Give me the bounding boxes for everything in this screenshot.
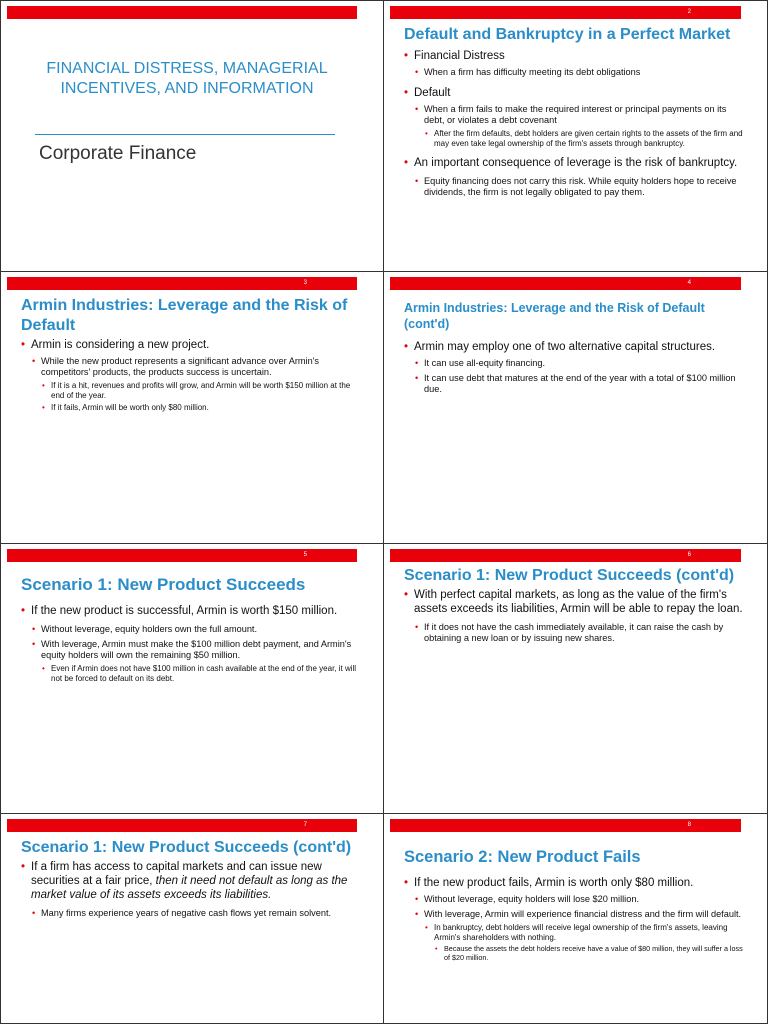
- slide-8: [384, 814, 768, 1024]
- slide-title: Scenario 1: New Product Succeeds (cont'd): [404, 567, 735, 584]
- slide-body: [404, 566, 747, 681]
- slide-2: [384, 0, 768, 272]
- sub-bullet: • Equity financing does not carry this risk. While equity holders hope to receive dividends, the firm is not legally obligated to pay them.: [404, 176, 747, 198]
- bullet: • With perfect capital markets, as long as the value of the firm's assets exceeds its liabilities, Armin will be able to repay the loan.: [404, 588, 747, 616]
- slide-body: [21, 838, 363, 963]
- sub-bullet: • It can use all-equity financing.: [404, 358, 747, 369]
- sub-bullet: • With leverage, Armin must make the $100 million debt payment, and Armin's equity holders will own the remaining $50 million.: [21, 639, 363, 661]
- bullet-text: If a firm has access to capital markets and can issue new securities at a fair price,: [31, 861, 322, 887]
- bullet: • An important consequence of leverage is the risk of bankruptcy.: [404, 156, 747, 170]
- slide-number: 5: [303, 552, 307, 558]
- slide-6: [384, 544, 768, 814]
- slide-number: 3: [303, 280, 307, 286]
- slide-body: [21, 296, 363, 415]
- sub-sub-bullet: • After the firm defaults, debt holders are given certain rights to the assets of the firm and may even take legal ownership of the firm's assets through bankruptcy.: [404, 129, 747, 148]
- slide-body: [404, 25, 747, 198]
- bullet: • Armin is considering a new project.: [21, 338, 363, 352]
- slide-header-bar: [7, 6, 357, 19]
- slide-title: Default and Bankruptcy in a Perfect Market: [404, 26, 731, 43]
- sub-bullet: • With leverage, Armin will experience financial distress and the firm will default.: [404, 909, 747, 920]
- slide-body: [404, 846, 747, 983]
- bullet-text-italic: then it need not default as long as the market value of its assets exceeds its liabilities.: [31, 875, 348, 901]
- slide-5: [0, 544, 384, 814]
- sub-bullet: • While the new product represents a significant advance over Armin's competitors' products, the products success is uncertain.: [21, 356, 363, 378]
- slide-number: 8: [687, 822, 691, 828]
- sub-sub-bullet: • Even if Armin does not have $100 million in cash available at the end of the year, it will not be forced to default on its debt.: [21, 664, 363, 683]
- sub-sub-sub-bullet: • Because the assets the debt holders receive have a value of $80 million, they will suffer a loss of $20 million.: [404, 945, 747, 962]
- slide-number: 7: [303, 822, 307, 828]
- slide-7: [0, 814, 384, 1024]
- slide-title: Armin Industries: Leverage and the Risk of Default (cont'd): [404, 301, 705, 331]
- slide-number: 2: [687, 9, 691, 15]
- bullet: • Default: [404, 86, 747, 100]
- slide-body: [21, 574, 363, 683]
- cover-title: FINANCIAL DISTRESS, MANAGERIAL INCENTIVES, AND INFORMATION: [46, 60, 328, 97]
- slide-title: Scenario 2: New Product Fails: [404, 848, 641, 866]
- slide-number: 4: [687, 280, 691, 286]
- slide-body: [404, 300, 747, 415]
- bullet: • If the new product is successful, Armin is worth $150 million.: [21, 604, 363, 618]
- sub-bullet: • If it does not have the cash immediately available, it can raise the cash by obtaining a new loan or by issuing new shares.: [404, 622, 747, 644]
- sub-bullet: • Many firms experience years of negative cash flows yet remain solvent.: [21, 908, 363, 919]
- sub-bullet: • When a firm has difficulty meeting its debt obligations: [404, 67, 747, 78]
- sub-bullet: • Without leverage, equity holders will lose $20 million.: [404, 894, 747, 905]
- sub-bullet: • It can use debt that matures at the end of the year with a total of $100 million due.: [404, 373, 747, 395]
- slide-3: [0, 272, 384, 544]
- sub-bullet: • Without leverage, equity holders own the full amount.: [21, 624, 363, 635]
- sub-sub-bullet: • If it fails, Armin will be worth only $80 million.: [21, 403, 363, 413]
- sub-sub-bullet: • In bankruptcy, debt holders will receive legal ownership of the firm's assets, leaving Armin's shareholders with nothing.: [404, 923, 747, 942]
- bullet: • Financial Distress: [404, 49, 747, 63]
- slide-title: Scenario 1: New Product Succeeds: [21, 575, 306, 594]
- slide-number: 6: [687, 552, 691, 558]
- slide-title: Armin Industries: Leverage and the Risk of Default: [21, 297, 348, 334]
- bullet: • If the new product fails, Armin is worth only $80 million.: [404, 876, 747, 890]
- sub-sub-bullet: • If it is a hit, revenues and profits will grow, and Armin will be worth $150 million at the end of the year.: [21, 381, 363, 400]
- slide-title: Scenario 1: New Product Succeeds (cont'd): [21, 839, 352, 856]
- cover-subtitle: Corporate Finance: [39, 143, 197, 164]
- bullet: [21, 860, 363, 902]
- slide-1: [0, 0, 384, 272]
- sub-bullet: • When a firm fails to make the required interest or principal payments on its debt, or violates a debt covenant: [404, 104, 747, 126]
- cover-divider: [35, 134, 335, 135]
- slide-4: [384, 272, 768, 544]
- bullet: • Armin may employ one of two alternative capital structures.: [404, 340, 747, 354]
